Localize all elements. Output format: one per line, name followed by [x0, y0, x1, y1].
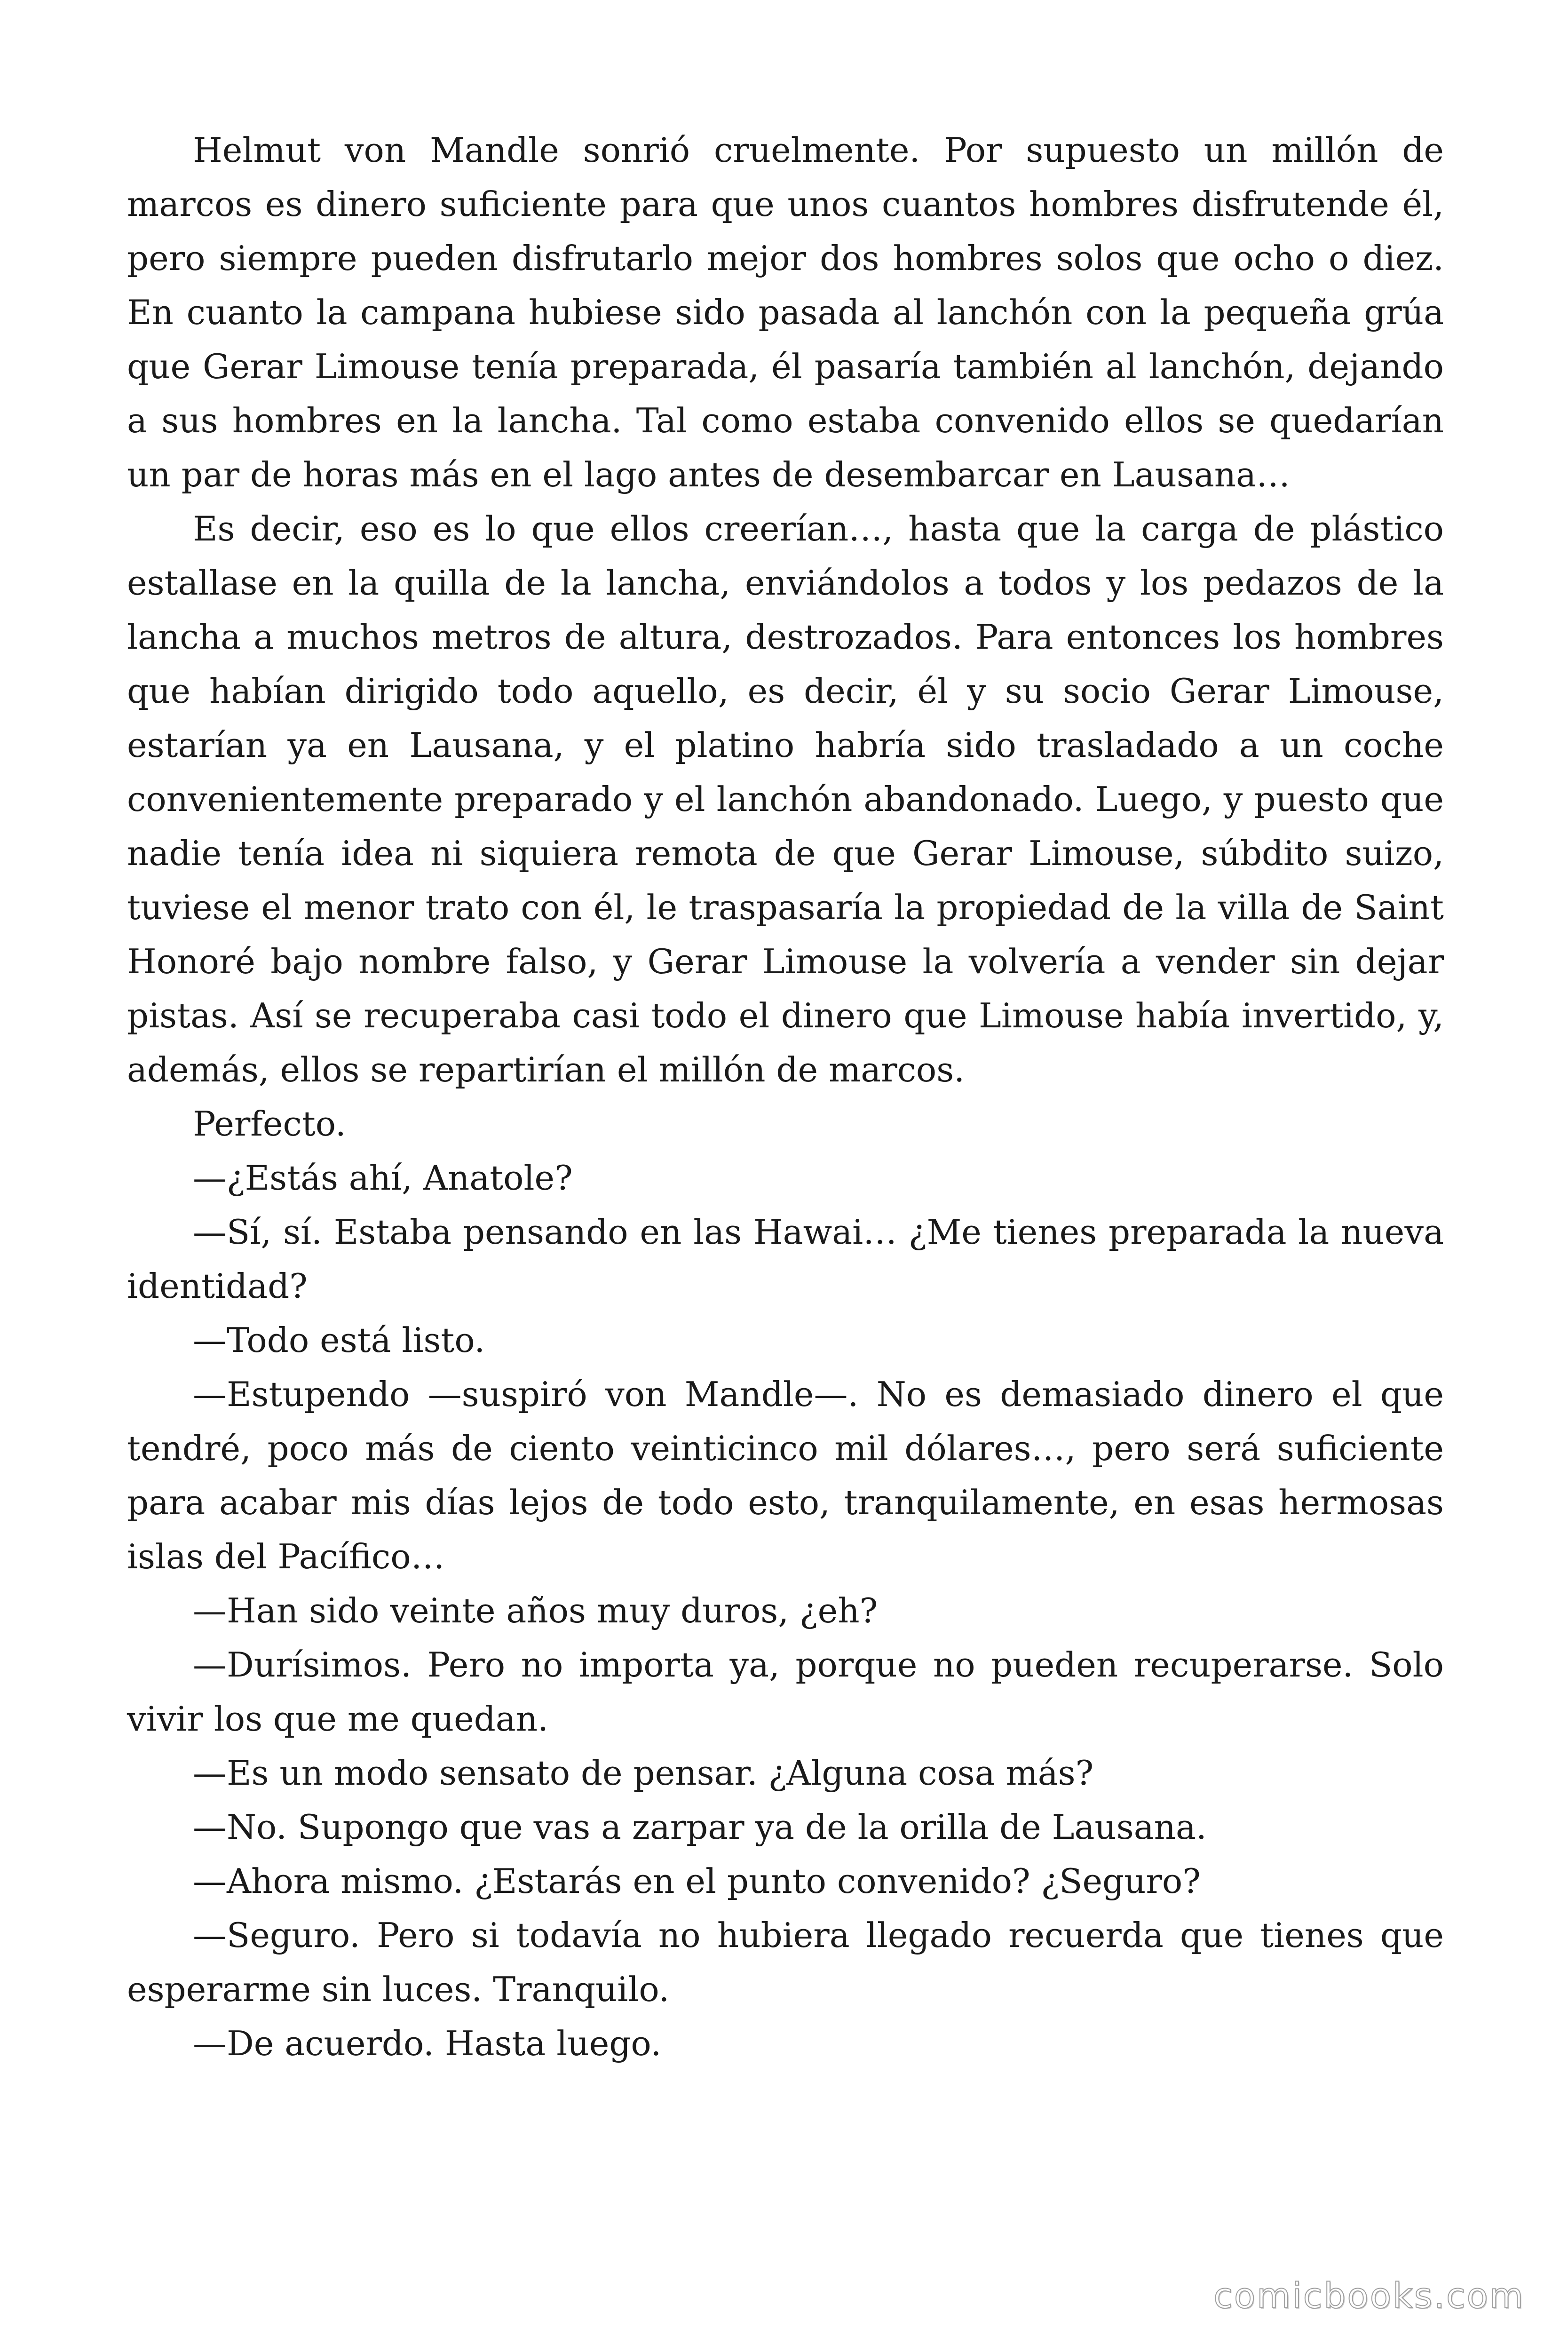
dialogue-line: —Ahora mismo. ¿Estarás en el punto convenido? ¿Seguro? [193, 1861, 1201, 1901]
book-page-text [127, 123, 1444, 2071]
paragraph: Helmut von Mandle sonrió cruelmente. Por supuesto un millón de marcos es dinero suficiente para que unos cuantos hombres disfrutende él, pero siempre pueden disfrutarlo mejor dos hombres solos que ocho o diez. En cuanto la campana hubiese sido pasada al lanchón con la pequeña grúa que Gerar Limouse tenía preparada, él pasaría también al lanchón, dejando a sus hombres en la lancha. Tal como estaba convenido ellos se quedarían un par de horas más en el lago antes de desembarcar en Lausana… [127, 130, 1444, 494]
watermark: comicbooks.com [1213, 2276, 1525, 2316]
dialogue-line: —Es un modo sensato de pensar. ¿Alguna cosa más? [193, 1753, 1094, 1793]
dialogue-line: —¿Estás ahí, Anatole? [193, 1158, 573, 1198]
dialogue-line: —Sí, sí. Estaba pensando en las Hawai… ¿Me tienes preparada la nueva identidad? [127, 1212, 1444, 1306]
paragraph: Perfecto. [193, 1104, 346, 1144]
dialogue-line: —Todo está listo. [193, 1320, 485, 1360]
dialogue-line: —Han sido veinte años muy duros, ¿eh? [193, 1591, 878, 1630]
paragraph: Es decir, eso es lo que ellos creerían…, hasta que la carga de plástico estallase en la quilla de la lancha, enviándolos a todos y los pedazos de la lancha a muchos metros de altura, destrozados. Para entonces los hombres que habían dirigido todo aquello, es decir, él y su socio Gerar Limouse, estarían ya en Lausana, y el platino habría sido trasladado a un coche convenientemente preparado y el lanchón abandonado. Luego, y puesto que nadie tenía idea ni siquiera remota de que Gerar Limouse, súbdito suizo, tuviese el menor trato con él, le traspasaría la propiedad de la villa de Saint Honoré bajo nombre falso, y Gerar Limouse la volvería a vender sin dejar pistas. Así se recuperaba casi todo el dinero que Limouse había invertido, y, además, ellos se repartirían el millón de marcos. [127, 509, 1444, 1089]
dialogue-line: —Seguro. Pero si todavía no hubiera llegado recuerda que tienes que esperarme sin luces. Tranquilo. [127, 1915, 1444, 2009]
dialogue-line: —Estupendo —suspiró von Mandle—. No es demasiado dinero el que tendré, poco más de ciento veinticinco mil dólares…, pero será suficiente para acabar mis días lejos de todo esto, tranquilamente, en esas hermosas islas del Pacífico… [127, 1375, 1444, 1576]
dialogue-line: —No. Supongo que vas a zarpar ya de la orilla de Lausana. [193, 1807, 1207, 1847]
dialogue-line: —De acuerdo. Hasta luego. [193, 2024, 662, 2063]
dialogue-line: —Durísimos. Pero no importa ya, porque no pueden recuperarse. Solo vivir los que me quedan. [127, 1645, 1444, 1739]
